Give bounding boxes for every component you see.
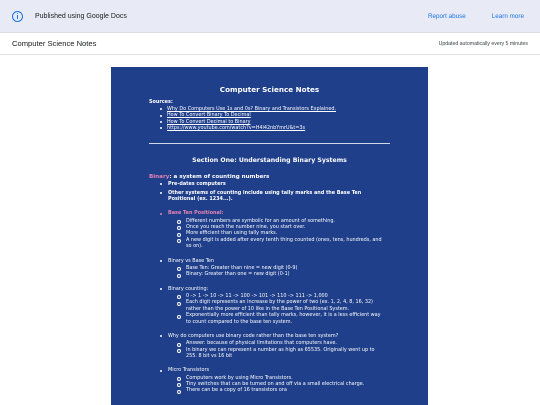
bullet-heading: Binary counting:: [168, 285, 209, 292]
sub-item: Tiny switches that can be turned on and off via a small electrical charge.: [174, 381, 388, 387]
sub-list: [174, 293, 388, 325]
published-text: Published using Google Docs: [35, 12, 127, 20]
list-item: [159, 181, 428, 187]
topic-heading: [149, 174, 428, 180]
sources-list: [157, 106, 428, 132]
sub-item: Exponentially more efficient than tally marks, however, it is a less efficient way to count compared to the base ten system.: [174, 312, 388, 325]
bullet-text: and the: [312, 189, 337, 196]
document-header: [0, 33, 540, 55]
learn-more-link[interactable]: Learn more: [491, 12, 524, 20]
sub-item: Computers work by using Micro Transistors.: [174, 375, 388, 381]
page-heading: Computer Science Notes: [219, 85, 320, 94]
sub-item: Each digit represents an increase by the power of two (ex. 1, 2, 4, 8, 16, 32) rather than the power of 10 like in the Base Ten Positional System.: [174, 299, 388, 312]
sub-item: Different numbers are symbolic for an amount of something.: [174, 218, 388, 224]
source-link[interactable]: https://www.youtube.com/watch?v=H4l42nbYmrU&t=3s: [167, 125, 306, 132]
sub-list: [174, 340, 388, 359]
sources-label: Sources:: [149, 99, 173, 106]
report-abuse-link[interactable]: Report abuse: [427, 12, 466, 20]
sub-item: Answer: because of physical limitations that computers have.: [174, 340, 388, 346]
sub-list: [174, 265, 388, 278]
list-item: [159, 333, 428, 359]
sub-item: 0 -> 1 -> 10 -> 11 -> 100 -> 101 -> 110 -> 111 -> 1,000: [174, 293, 388, 299]
bullet-text: Other systems of counting include using: [168, 189, 282, 196]
sub-list: [174, 218, 388, 250]
notes-list: [159, 181, 428, 394]
topic-description: : a system of counting numbers: [169, 173, 270, 180]
tally-marks-term: tally marks: [281, 189, 313, 196]
list-item: [159, 286, 428, 325]
list-item: [159, 190, 428, 203]
sub-item: There can be a copy of 16 transistors ora: [174, 387, 388, 393]
document-page[interactable]: [111, 67, 428, 405]
info-icon: [12, 11, 23, 22]
sub-item: In binary we can represent a number as high as 65535. Originally went up to 255. 8 bit vs 16 bit: [174, 347, 388, 360]
bullet-text: (ex. 1234...).: [195, 196, 233, 203]
bullet-heading: Binary vs Base Ten: [168, 257, 214, 264]
base-ten-term: Base Ten Positional: [168, 189, 362, 203]
list-item: [159, 258, 428, 278]
sub-item: Once you reach the number nine, you start over.: [174, 224, 388, 230]
list-item: [159, 210, 428, 249]
sub-item: Base Ten: Greater than nine = new digit (0-9): [174, 265, 388, 271]
update-notice: Updated automatically every 5 minutes: [438, 40, 528, 47]
bullet-heading: Base Ten Positional:: [168, 210, 224, 217]
sub-item: Binary: Greater than one = new digit (0-1): [174, 271, 388, 277]
bullet-heading: Why do computers use binary code rather than the base ten system?: [168, 332, 339, 339]
published-banner: [0, 0, 540, 33]
list-item: [159, 367, 428, 393]
list-item: [157, 125, 428, 131]
document-title: Computer Science Notes: [12, 39, 97, 48]
source-link[interactable]: How To Convert Binary To Decimal: [167, 112, 251, 119]
bullet-text: Pre-dates computers: [168, 180, 226, 187]
topic-keyword: Binary: [149, 173, 170, 180]
sub-list: [174, 375, 388, 394]
banner-links: [428, 13, 540, 20]
sub-item: More efficient than using tally marks.: [174, 230, 388, 236]
source-link[interactable]: How To Convert Decimal to Binary: [167, 118, 251, 125]
section-heading: Section One: Understanding Binary Systems: [192, 157, 347, 165]
horizontal-divider: [149, 143, 390, 144]
sub-item: A new digit is added after every tenth thing counted (ones, tens, hundreds, and so on).: [174, 237, 388, 250]
source-link[interactable]: Why Do Computers Use 1s and 0s? Binary and Transistors Explained.: [167, 105, 337, 112]
bullet-heading: Micro Transistors: [168, 367, 210, 374]
